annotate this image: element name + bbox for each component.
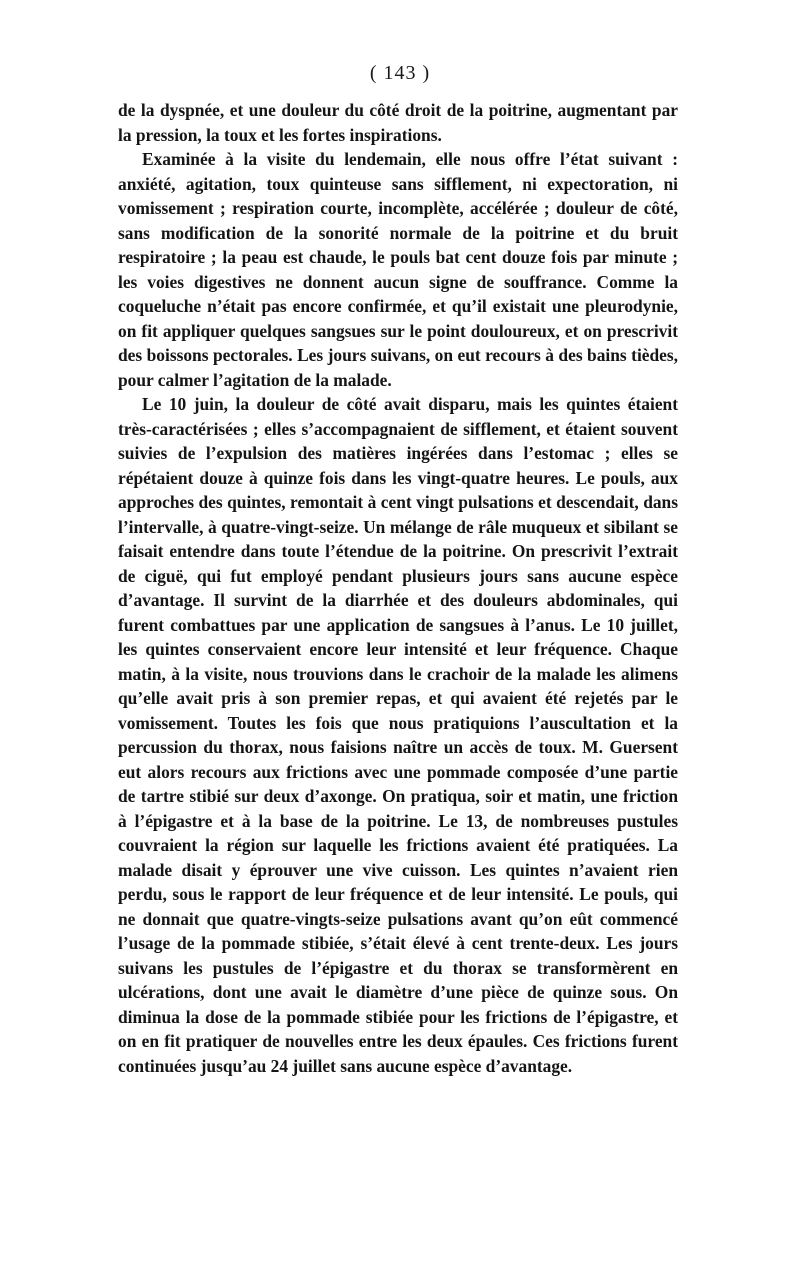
paragraph-examination: Examinée à la visite du lendemain, elle nous offre l’état suivant : anxiété, agitation, toux quinteuse sans sifflement, ni expectoration, ni vomissement ; respiration courte, incomplète, accélérée ; douleur de côté, sans modification de la sonorité normale de la poitrine et du bruit respiratoire ; la peau est chaude, le pouls bat cent douze fois par minute ; les voies digestives ne donnent aucun signe de souffrance. Comme la coqueluche n’était pas encore confirmée, et qu’il existait une pleurodynie, on fit appliquer quelques sangsues sur le point douloureux, et on prescrivit des boissons pectorales. Les jours suivans, on eut recours à des bains tièdes, pour calmer l’agitation de la malade. [118,149,678,390]
page-number: ( 143 ) [369,62,431,84]
paragraph-june-10: Le 10 juin, la douleur de côté avait disparu, mais les quintes étaient très-caractérisées ; elles s’accompagnaient de sifflement, et étaient souvent suivies de l’expulsion des matières ingérées dans l’estomac ; elles se répétaient douze à quinze fois dans les vingt-quatre heures. Le pouls, aux approches des quintes, remontait à cent vingt pulsations et descendait, dans l’intervalle, à quatre-vingt-seize. Un mélange de râle muqueux et sibilant se faisait entendre dans toute l’étendue de la poitrine. On prescrivit l’extrait de ciguë, qui fut employé pendant plusieurs jours sans aucune espèce d’avantage. Il survint de la diarrhée et des douleurs abdominales, qui furent combattues par une application de sangsues à l’anus. Le 10 juillet, les quintes conservaient encore leur intensité et leur fréquence. Chaque matin, à la visite, nous trouvions dans le crachoir de la malade les alimens qu’elle avait pris à son premier repas, et qui avaient été rejetés par le vomissement. Toutes les fois que nous pratiquions l’auscultation et la percussion du thorax, nous faisions naître un accès de toux. M. Guersent eut alors recours aux frictions avec une pommade composée d’une partie de tartre stibié sur deux d’axonge. On pratiqua, soir et matin, une friction à l’épigastre et à la base de la poitrine. Le 13, de nombreuses pustules couvraient la région sur laquelle les frictions avaient été pratiquées. La malade disait y éprouver une vive cuisson. Les quintes n’avaient rien perdu, sous le rapport de leur fréquence et de leur intensité. Le pouls, qui ne donnait que quatre-vingts-seize pulsations avant qu’on eût commencé l’usage de la pommade stibiée, s’était élevé à cent trente-deux. Les jours suivans les pustules de l’épigastre et du thorax se transformèrent en ulcérations, dont une avait le diamètre d’une pièce de quinze sous. On diminua la dose de la pommade stibiée pour les frictions de l’épigastre, et on en fit pratiquer de nouvelles entre les deux épaules. Ces frictions furent continuées jusqu’au 24 juillet sans aucune espèce d’avantage. [118,394,678,1076]
paragraph-continuation: de la dyspnée, et une douleur du côté droit de la poitrine, augmentant par la pression, la toux et les fortes inspirations. [118,100,678,145]
body-text [118,98,678,1078]
